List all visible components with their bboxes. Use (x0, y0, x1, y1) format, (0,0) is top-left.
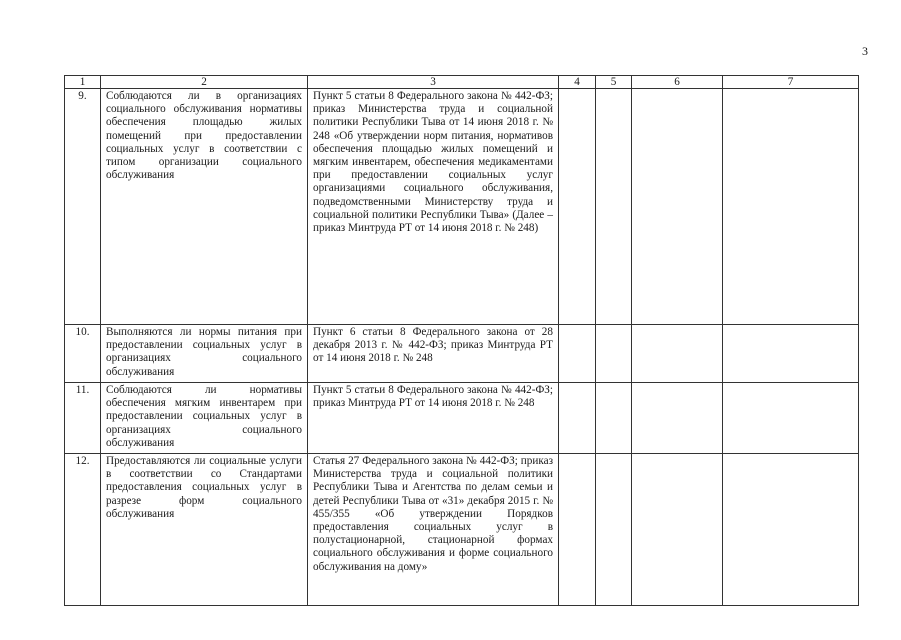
table-row (65, 325, 859, 383)
page-number: 3 (862, 44, 868, 58)
table-row (65, 383, 859, 454)
cell-col-7 (723, 89, 859, 325)
column-header-7: 7 (723, 76, 859, 89)
legal-basis-cell: Пункт 5 статьи 8 Федерального закона № 442-ФЗ; приказ Минтруда РТ от 14 июня 2018 г. № 248 (308, 383, 559, 454)
cell-col-7 (723, 325, 859, 383)
question-cell: Предоставляются ли социальные услуги в соответствии со Стандартами предоставления социальных услуг в разрезе форм социального обслуживания (101, 454, 308, 606)
table-row (65, 89, 859, 325)
legal-basis-cell: Статья 27 Федерального закона № 442-ФЗ; приказ Министерства труда и социальной политики Республики Тыва и Агентства по делам семьи и детей Республики Тыва от «31» декабря 2015 г. № 455/355 «Об утверждении Порядков предоставления социальных услуг в полустационарной, стационарной формах социального обслуживания и форме социального обслуживания на дому» (308, 454, 559, 606)
row-number: 9. (65, 89, 101, 325)
cell-col-6 (632, 89, 723, 325)
cell-col-4 (559, 325, 596, 383)
cell-col-7 (723, 383, 859, 454)
column-header-1: 1 (65, 76, 101, 89)
legal-basis-cell: Пункт 6 статьи 8 Федерального закона от 28 декабря 2013 г. № 442-ФЗ; приказ Минтруда РТ от 14 июня 2018 г. № 248 (308, 325, 559, 383)
cell-col-6 (632, 383, 723, 454)
cell-col-4 (559, 383, 596, 454)
legal-basis-cell: Пункт 5 статьи 8 Федерального закона № 442-ФЗ; приказ Министерства труда и социальной политики Республики Тыва от 14 июня 2018 г. № 248 «Об утверждении норм питания, нормативов обеспечения площадью жилых помещений и мягким инвентарем, обеспечения медикаментами при предоставлении социальных услуг организациями социального обслуживания, подведомственными Министерству труда и социальной политики Республики Тыва» (Далее – приказ Минтруда РТ от 14 июня 2018 г. № 248) (308, 89, 559, 325)
cell-col-5 (596, 454, 632, 606)
cell-col-4 (559, 454, 596, 606)
column-header-3: 3 (308, 76, 559, 89)
checklist-table (64, 75, 859, 606)
question-cell: Соблюдаются ли нормативы обеспечения мягким инвентарем при предоставлении социальных услуг в организациях социального обслуживания (101, 383, 308, 454)
row-number: 10. (65, 325, 101, 383)
row-number: 12. (65, 454, 101, 606)
column-number-row (65, 76, 859, 89)
column-header-2: 2 (101, 76, 308, 89)
table-row (65, 454, 859, 606)
cell-col-6 (632, 454, 723, 606)
column-header-4: 4 (559, 76, 596, 89)
cell-col-4 (559, 89, 596, 325)
row-number: 11. (65, 383, 101, 454)
cell-col-6 (632, 325, 723, 383)
cell-col-5 (596, 325, 632, 383)
cell-col-7 (723, 454, 859, 606)
question-cell: Соблюдаются ли в организациях социального обслуживания нормативы обеспечения площадью жилых помещений при предоставлении социальных услуг в соответствии с типом организации социального обслуживания (101, 89, 308, 325)
column-header-5: 5 (596, 76, 632, 89)
column-header-6: 6 (632, 76, 723, 89)
cell-col-5 (596, 89, 632, 325)
question-cell: Выполняются ли нормы питания при предоставлении социальных услуг в организациях социального обслуживания (101, 325, 308, 383)
cell-col-5 (596, 383, 632, 454)
